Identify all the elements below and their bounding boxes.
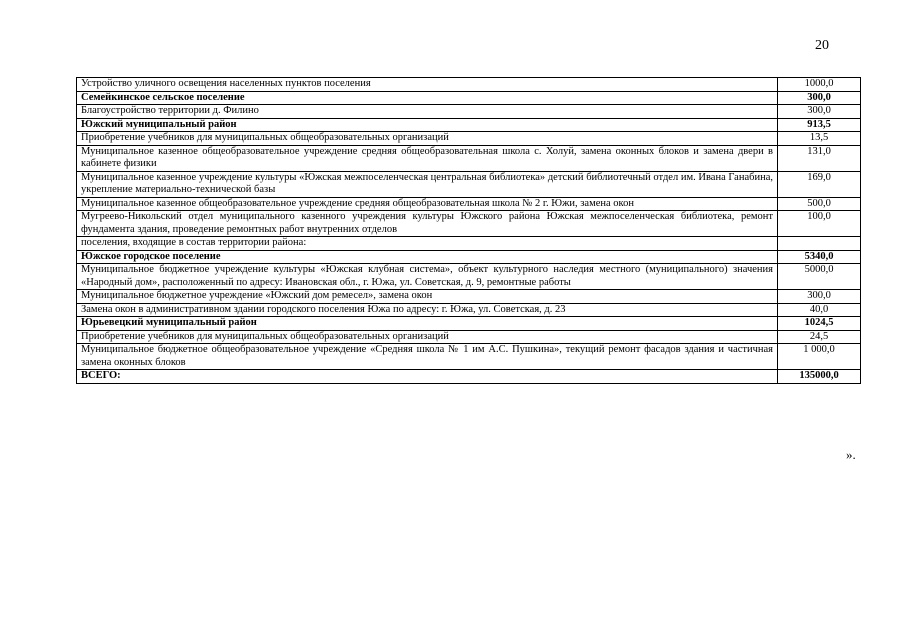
table-row <box>77 105 861 119</box>
table-row <box>77 78 861 92</box>
row-amount: 500,0 <box>778 197 861 211</box>
table-row <box>77 303 861 317</box>
table-row <box>77 197 861 211</box>
table-section-row <box>77 250 861 264</box>
closing-quote-mark: ». <box>846 447 856 462</box>
row-description: Муниципальное бюджетное общеобразовательное учреждение «Средняя школа № 1 им А.С. Пушкина», текущий ремонт фасадов здания и частичная замена оконных блоков <box>77 344 778 370</box>
row-amount: 131,0 <box>778 145 861 171</box>
row-amount: 5000,0 <box>778 264 861 290</box>
page-number: 20 <box>815 38 829 53</box>
row-amount: 300,0 <box>778 290 861 304</box>
row-description: Муниципальное бюджетное учреждение «Южский дом ремесел», замена окон <box>77 290 778 304</box>
row-amount: 5340,0 <box>778 250 861 264</box>
table-row <box>77 344 861 370</box>
row-description: Замена окон в административном здании городского поселения Южа по адресу: г. Южа, ул. Советская, д. 23 <box>77 303 778 317</box>
table-section-row <box>77 91 861 105</box>
table-section-row <box>77 317 861 331</box>
row-description: Южское городское поселение <box>77 250 778 264</box>
row-description: Благоустройство территории д. Филино <box>77 105 778 119</box>
table-row <box>77 132 861 146</box>
budget-allocation-table <box>76 77 861 384</box>
row-description: Муниципальное казенное общеобразовательное учреждение средняя общеобразовательная школа с. Холуй, замена оконных блоков и замена двери в кабинете физики <box>77 145 778 171</box>
row-description: Семейкинское сельское поселение <box>77 91 778 105</box>
row-amount: 169,0 <box>778 171 861 197</box>
row-description: Муниципальное казенное учреждение культуры «Южская межпоселенческая центральная библиотека» детский библиотечный отдел им. Ивана Ганабина, укрепление материально-технической базы <box>77 171 778 197</box>
row-amount: 913,5 <box>778 118 861 132</box>
row-description: Приобретение учебников для муниципальных общеобразовательных организаций <box>77 132 778 146</box>
row-amount: 1024,5 <box>778 317 861 331</box>
row-amount: 1000,0 <box>778 78 861 92</box>
row-description: Устройство уличного освещения населенных пунктов поселения <box>77 78 778 92</box>
row-amount: 13,5 <box>778 132 861 146</box>
table-section-row <box>77 118 861 132</box>
row-description: Юрьевецкий муниципальный район <box>77 317 778 331</box>
row-amount: 1 000,0 <box>778 344 861 370</box>
table-row <box>77 145 861 171</box>
row-description: Муниципальное бюджетное учреждение культуры «Южская клубная система», объект культурного наследия местного (муниципального) значения «Народный дом», расположенный по адресу: Ивановская обл., г. Южа, ул. Советская, д. 9, ремонтные работы <box>77 264 778 290</box>
table-row <box>77 237 861 251</box>
row-amount <box>778 237 861 251</box>
row-description: поселения, входящие в состав территории района: <box>77 237 778 251</box>
row-description: Муниципальное казенное общеобразовательное учреждение средняя общеобразовательная школа № 2 г. Южи, замена окон <box>77 197 778 211</box>
row-description: ВСЕГО: <box>77 370 778 384</box>
table-section-row <box>77 370 861 384</box>
row-amount: 135000,0 <box>778 370 861 384</box>
row-amount: 300,0 <box>778 105 861 119</box>
budget-table-body <box>77 78 861 384</box>
table-row <box>77 290 861 304</box>
table-row <box>77 264 861 290</box>
row-description: Мугреево-Никольский отдел муниципального казенного учреждения культуры Южского района Южская межпоселенческая библиотека, ремонт фундамента здания, проведение ремонтных работ внутренних отделов <box>77 211 778 237</box>
row-description: Южский муниципальный район <box>77 118 778 132</box>
row-amount: 100,0 <box>778 211 861 237</box>
row-amount: 40,0 <box>778 303 861 317</box>
table-row <box>77 330 861 344</box>
row-description: Приобретение учебников для муниципальных общеобразовательных организаций <box>77 330 778 344</box>
table-row <box>77 171 861 197</box>
row-amount: 24,5 <box>778 330 861 344</box>
row-amount: 300,0 <box>778 91 861 105</box>
table-row <box>77 211 861 237</box>
